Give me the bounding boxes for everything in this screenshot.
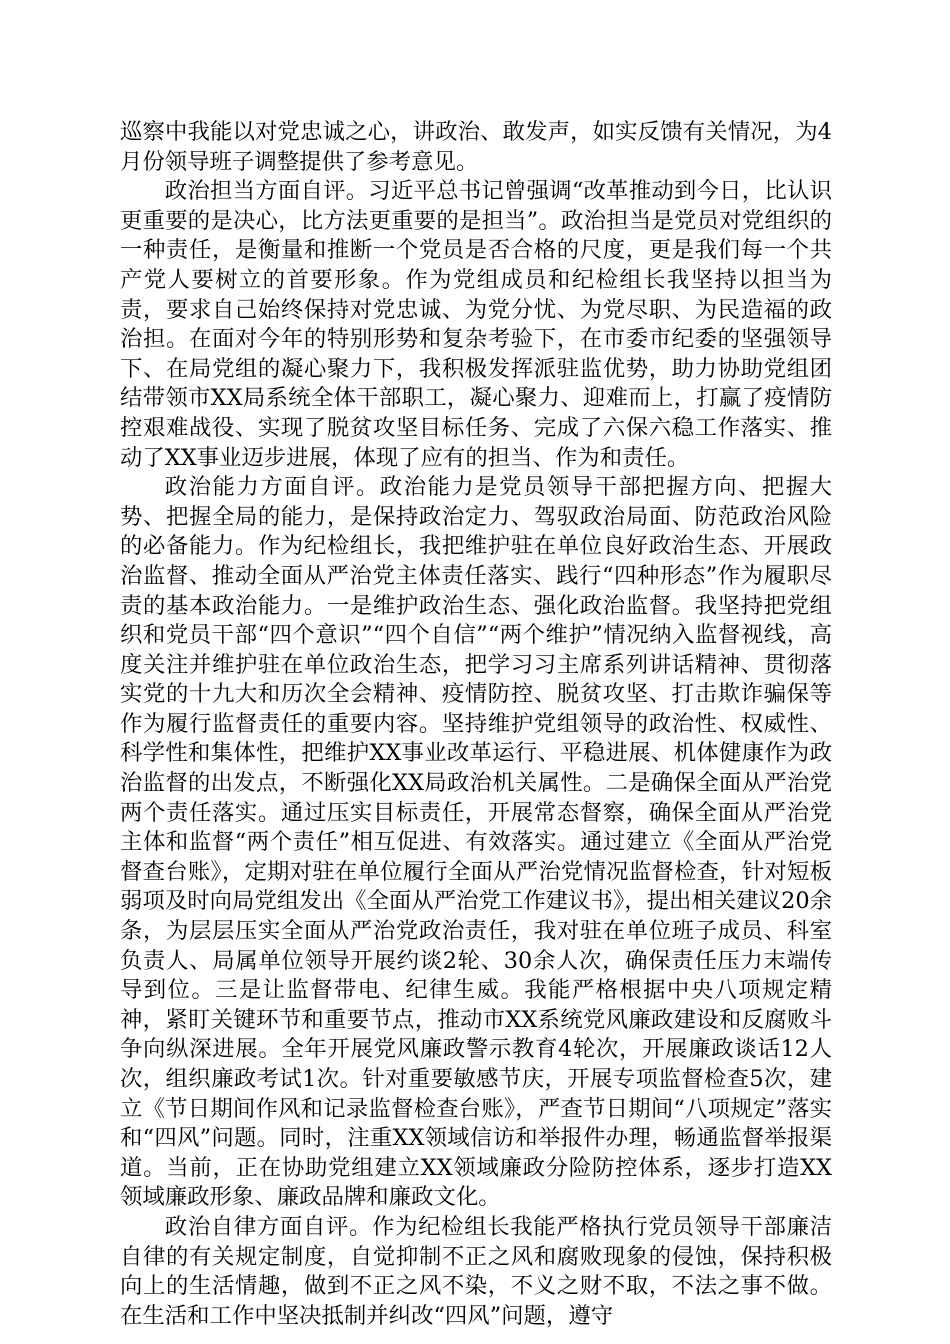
- document-page: [120, 118, 832, 1331]
- paragraph-2: 政治担当方面自评。习近平总书记曾强调“改革推动到今日，比认识更重要的是决心，比方法更重要的是担当”。政治担当是党员对党组织的一种责任，是衡量和推断一个党员是否合格的尺度，更是我们每一个共产党人要树立的首要形象。作为党组成员和纪检组长我坚持以担当为责，要求自己始终保持对党忠诚、为党分忧、为党尽职、为民造福的政治担。在面对今年的特别形势和复杂考验下，在市委市纪委的坚强领导下、在局党组的凝心聚力下，我积极发挥派驻监优势，助力协助党组团结带领市XX局系统全体干部职工，凝心聚力、迎难而上，打赢了疫情防控艰难战役、实现了脱贫攻坚目标任务、完成了六保六稳工作落实、推动了XX事业迈步进展，体现了应有的担当、作为和责任。: [120, 178, 832, 471]
- paragraph-1: 巡察中我能以对党忠诚之心，讲政治、敢发声，如实反馈有关情况，为4月份领导班子调整提供了参考意见。: [120, 119, 832, 175]
- paragraph-4: 政治自律方面自评。作为纪检组长我能严格执行党员领导干部廉洁自律的有关规定制度，自觉抑制不正之风和腐败现象的侵蚀，保持积极向上的生活情趣，做到不正之风不染，不义之财不取，不法之事不做。在生活和工作中坚决抵制并纠改“四风”问题，遵守: [120, 1213, 832, 1329]
- paragraph-3: 政治能力方面自评。政治能力是党员领导干部把握方向、把握大势、把握全局的能力，是保持政治定力、驾驭政治局面、防范政治风险的必备能力。作为纪检组长，我把维护驻在单位良好政治生态、开展政治监督、推动全面从严治党主体责任落实、践行“四种形态”作为履职尽责的基本政治能力。一是维护政治生态、强化政治监督。我坚持把党组织和党员干部“四个意识”“四个自信”“两个维护”情况纳入监督视线，高度关注并维护驻在单位政治生态，把学习习主席系列讲话精神、贯彻落实党的十九大和历次全会精神、疫情防控、脱贫攻坚、打击欺诈骗保等作为履行监督责任的重要内容。坚持维护党组领导的政治性、权威性、科学性和集体性，把维护XX事业改革运行、平稳进展、机体健康作为政治监督的出发点，不断强化XX局政治机关属性。二是确保全面从严治党两个责任落实。通过压实目标责任，开展常态督察，确保全面从严治党主体和监督“两个责任”相互促进、有效落实。通过建立《全面从严治党督查台账》，定期对驻在单位履行全面从严治党情况监督检查，针对短板弱项及时向局党组发出《全面从严治党工作建议书》，提出相关建议20余条，为层层压实全面从严治党政治责任，我对驻在单位班子成员、科室负责人、局属单位领导开展约谈2轮、30余人次，确保责任压力末端传导到位。三是让监督带电、纪律生威。我能严格根据中央八项规定精神，紧盯关键环节和重要节点，推动市XX系统党风廉政建设和反腐败斗争向纵深进展。全年开展党风廉政警示教育4轮次，开展廉政谈话12人次，组织廉政考试1次。针对重要敏感节庆，开展专项监督检查5次，建立《节日期间作风和记录监督检查台账》，严查节日期间“八项规定”落实和“四风”问题。同时，注重XX领域信访和举报件办理，畅通监督举报渠道。当前，正在协助党组建立XX领域廉政分险防控体系，逐步打造XX领域廉政形象、廉政品牌和廉政文化。: [120, 474, 832, 1211]
